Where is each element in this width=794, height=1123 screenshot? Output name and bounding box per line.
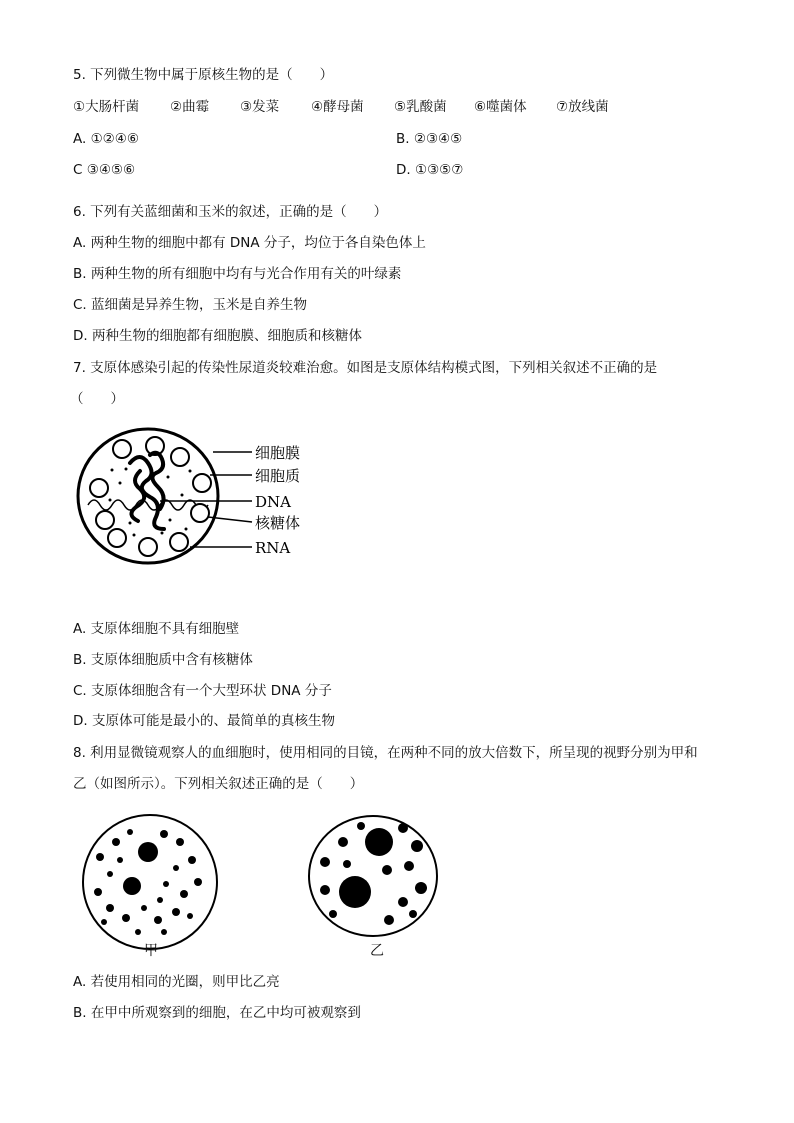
- q5-item: ⑤乳酸菌: [394, 99, 447, 115]
- q5-option-d: D. ①③⑤⑦: [396, 162, 464, 178]
- mycoplasma-structure-diagram: [70, 425, 330, 575]
- q5-stem: 5. 下列微生物中属于原核生物的是（ ）: [73, 67, 334, 83]
- q5-option-c: C ③④⑤⑥: [73, 162, 136, 178]
- q5-item: ⑦放线菌: [556, 99, 609, 115]
- q8-option-b: B. 在甲中所观察到的细胞，在乙中均可被观察到: [73, 1005, 361, 1021]
- q7-paren: （ ）: [70, 391, 124, 407]
- q8-stem-line2: 乙（如图所示）。下列相关叙述正确的是（ ）: [73, 776, 364, 792]
- q7-option-a: A. 支原体细胞不具有细胞壁: [73, 621, 240, 637]
- q6-stem: 6. 下列有关蓝细菌和玉米的叙述，正确的是（ ）: [73, 204, 388, 220]
- label-cell-membrane: 细胞膜: [255, 444, 301, 462]
- label-rna: RNA: [255, 539, 291, 557]
- label-yi: 乙: [370, 943, 384, 959]
- q7-option-c: C. 支原体细胞含有一个大型环状 DNA 分子: [73, 683, 332, 699]
- q5-item: ③发菜: [240, 99, 280, 115]
- q7-option-b: B. 支原体细胞质中含有核糖体: [73, 652, 253, 668]
- label-ribosome: 核糖体: [255, 514, 301, 532]
- q7-stem: 7. 支原体感染引起的传染性尿道炎较难治愈。如图是支原体结构模式图，下列相关叙述不正确的是: [73, 360, 658, 376]
- q5-option-b: B. ②③④⑤: [396, 131, 463, 147]
- label-jia: 甲: [144, 943, 158, 959]
- microscope-field-jia: [80, 812, 220, 952]
- q8-option-a: A. 若使用相同的光圈，则甲比乙亮: [73, 974, 280, 990]
- q5-option-a: A. ①②④⑥: [73, 131, 139, 147]
- label-dna: DNA: [255, 493, 291, 511]
- q5-item: ②曲霉: [170, 99, 210, 115]
- q5-item: ⑥噬菌体: [474, 99, 527, 115]
- q7-option-d: D. 支原体可能是最小的、最简单的真核生物: [73, 713, 335, 729]
- q5-item: ④酵母菌: [311, 99, 364, 115]
- q6-option-a: A. 两种生物的细胞中都有 DNA 分子，均位于各自染色体上: [73, 235, 426, 251]
- q5-item: ①大肠杆菌: [73, 99, 140, 115]
- microscope-field-yi: [305, 812, 441, 940]
- q6-option-d: D. 两种生物的细胞都有细胞膜、细胞质和核糖体: [73, 328, 362, 344]
- label-cytoplasm: 细胞质: [255, 467, 301, 485]
- q8-stem-line1: 8. 利用显微镜观察人的血细胞时，使用相同的目镜，在两种不同的放大倍数下，所呈现的视野分别为甲和: [73, 745, 698, 761]
- q6-option-c: C. 蓝细菌是异养生物，玉米是自养生物: [73, 297, 308, 313]
- q6-option-b: B. 两种生物的所有细胞中均有与光合作用有关的叶绿素: [73, 266, 402, 282]
